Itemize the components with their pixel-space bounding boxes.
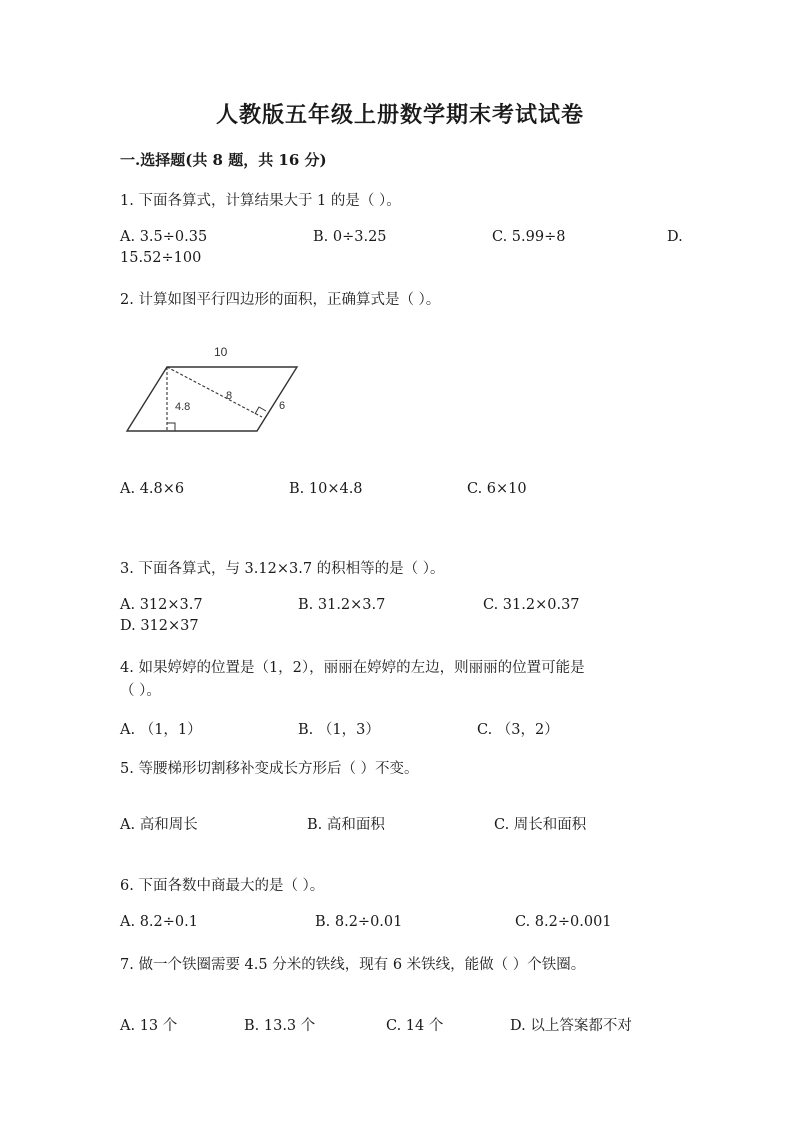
q7-option-c: C. 14 个 bbox=[386, 1018, 444, 1034]
q1-option-b: B. 0÷3.25 bbox=[313, 229, 387, 245]
q6-option-a: A. 8.2÷0.1 bbox=[120, 914, 198, 930]
q4-option-b: B. （1，3） bbox=[298, 722, 380, 738]
question-2-stem: 2. 计算如图平行四边形的面积，正确算式是（ ）。 bbox=[120, 292, 441, 308]
q3-option-b: B. 31.2×3.7 bbox=[298, 597, 386, 613]
q2-option-a: A. 4.8×6 bbox=[120, 481, 185, 497]
label-top: 10 bbox=[214, 345, 228, 359]
question-1-stem: 1. 下面各算式，计算结果大于 1 的是（ ）。 bbox=[120, 193, 401, 209]
q6-option-c: C. 8.2÷0.001 bbox=[515, 914, 612, 930]
section-heading: 一.选择题(共 8 题，共 16 分) bbox=[120, 151, 327, 169]
label-side: 6 bbox=[279, 400, 286, 412]
right-angle-marker-bottom bbox=[167, 423, 175, 431]
q4-option-c: C. （3，2） bbox=[477, 722, 559, 738]
q1-option-d: D. bbox=[667, 229, 683, 245]
question-4-stem-cont: （ ）。 bbox=[120, 683, 161, 699]
question-6-stem: 6. 下面各数中商最大的是（ ）。 bbox=[120, 878, 325, 894]
q7-option-d: D. 以上答案都不对 bbox=[510, 1018, 632, 1034]
question-5-stem: 5. 等腰梯形切割移补变成长方形后（ ）不变。 bbox=[120, 761, 419, 777]
q5-option-c: C. 周长和面积 bbox=[494, 817, 587, 833]
label-height: 4.8 bbox=[175, 401, 191, 413]
label-diagonal: 8 bbox=[226, 390, 233, 402]
q7-option-a: A. 13 个 bbox=[120, 1018, 178, 1034]
q3-option-c: C. 31.2×0.37 bbox=[483, 597, 580, 613]
right-angle-marker-side bbox=[255, 407, 266, 414]
q1-option-c: C. 5.99÷8 bbox=[492, 229, 566, 245]
question-3-stem: 3. 下面各算式，与 3.12×3.7 的积相等的是（ ）。 bbox=[120, 561, 445, 577]
q3-option-a: A. 312×3.7 bbox=[120, 597, 203, 613]
question-4-stem: 4. 如果婷婷的位置是（1，2），丽丽在婷婷的左边，则丽丽的位置可能是 bbox=[120, 660, 585, 676]
parallelogram-figure bbox=[110, 335, 310, 445]
question-7-stem: 7. 做一个铁圈需要 4.5 分米的铁线，现有 6 米铁线，能做（ ）个铁圈。 bbox=[120, 957, 586, 973]
q7-option-b: B. 13.3 个 bbox=[244, 1018, 316, 1034]
q5-option-a: A. 高和周长 bbox=[120, 817, 198, 833]
q2-option-b: B. 10×4.8 bbox=[289, 481, 363, 497]
q5-option-b: B. 高和面积 bbox=[307, 817, 385, 833]
q3-option-d: D. 312×37 bbox=[120, 618, 199, 634]
parallelogram-outline bbox=[127, 367, 297, 431]
q6-option-b: B. 8.2÷0.01 bbox=[315, 914, 403, 930]
q1-option-a: A. 3.5÷0.35 bbox=[120, 229, 208, 245]
q4-option-a: A. （1，1） bbox=[120, 722, 202, 738]
q1-option-d-value: 15.52÷100 bbox=[120, 250, 202, 266]
page-title: 人教版五年级上册数学期末考试试卷 bbox=[215, 102, 584, 128]
q2-option-c: C. 6×10 bbox=[467, 481, 527, 497]
